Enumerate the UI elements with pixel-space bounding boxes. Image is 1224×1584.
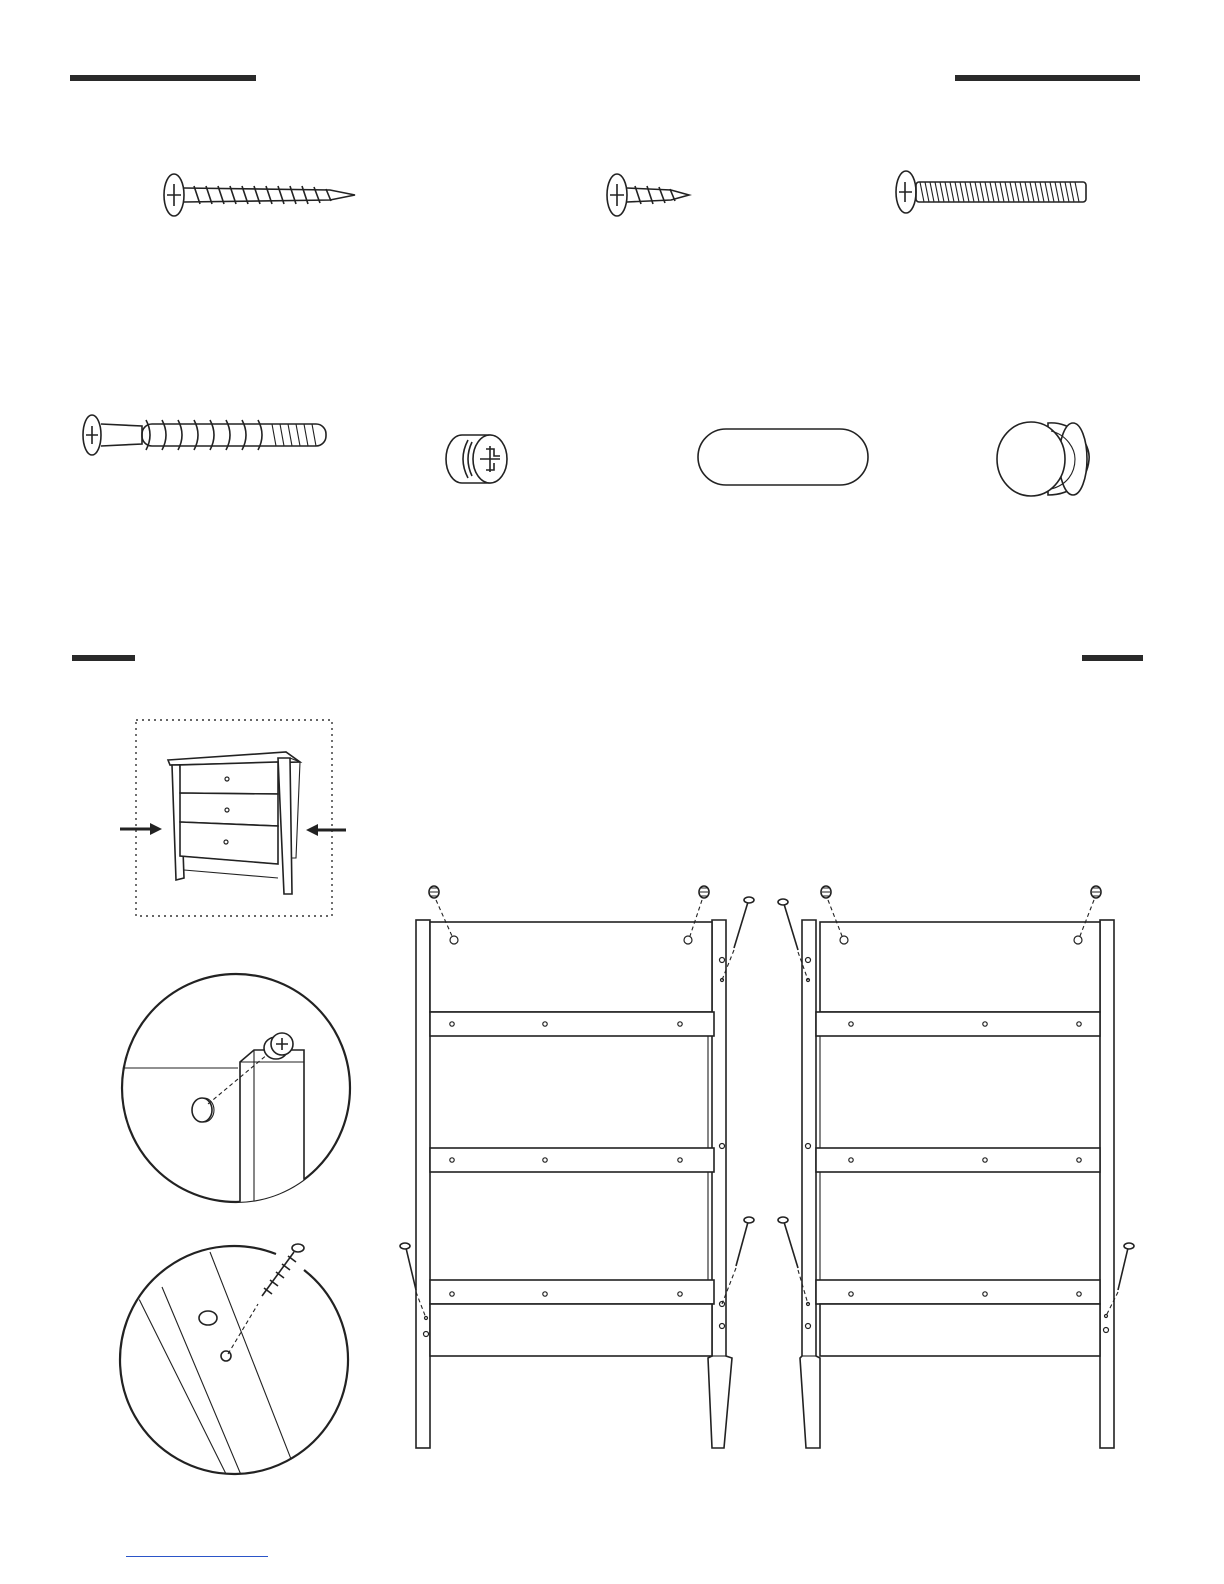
section-rule-right — [1082, 655, 1143, 661]
long-wood-screw-icon — [160, 170, 360, 220]
section-rule-left — [72, 655, 135, 661]
machine-bolt-icon — [893, 168, 1093, 218]
right-side-panel-icon — [776, 880, 1156, 1460]
drawer-knob-icon — [993, 415, 1093, 501]
footer-link-underline[interactable] — [126, 1556, 268, 1557]
cam-lock-detail-icon — [118, 970, 354, 1206]
left-side-panel-icon — [392, 880, 772, 1460]
dresser-overview-icon — [110, 718, 350, 918]
header-rule-right — [955, 75, 1140, 81]
short-wood-screw-icon — [603, 170, 703, 220]
cam-bolt-icon — [80, 410, 340, 460]
wooden-dowel-icon — [692, 425, 872, 489]
cam-lock-icon — [442, 430, 522, 490]
screw-detail-icon — [118, 1242, 358, 1482]
header-rule-left — [70, 75, 256, 81]
